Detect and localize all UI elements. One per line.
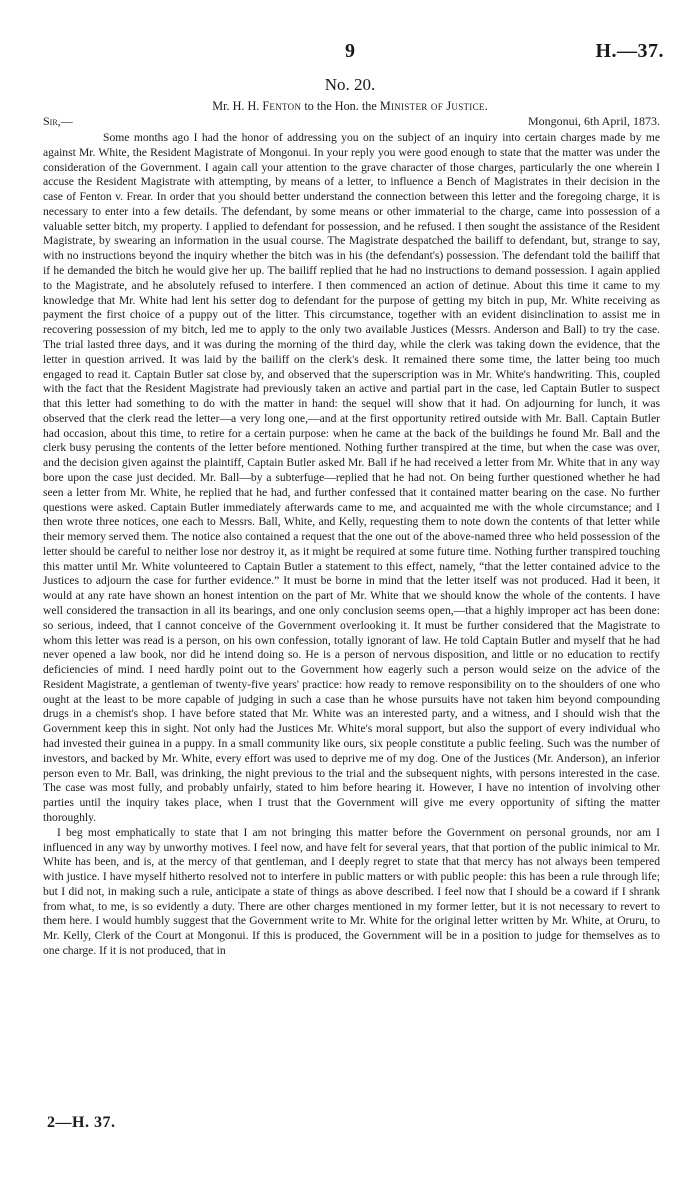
subtitle-recipient-title: Minister: [379, 99, 428, 113]
subtitle-department: Justice: [446, 99, 485, 113]
paragraph-1: Some months ago I had the honor of addressing you on the subject of an inquiry into certain charges made by me against Mr. White, the Resident Magistrate of Mongonui. In your reply you were good enough to state that the matter was under the consideration of the Government. I again call your attention to the grave character of those charges, particularly the one wherein I accuse the Resident Magistrate with attempting, by means of a letter, to influence a Bench of Magistrates in their decision in the case of Fenton v. Frear. In order that you should better understand the connection between this letter and the foregoing charge, it is necessary to enter into a few details. The defendant, by some means or other immaterial to the charge, came into possession of a valuable setter bitch, my property. I applied to defendant for possession, and he refused. I then sought the assistance of the Resident Magistrate, by swearing an information in the usual course. The Magistrate despatched the bailiff to defendant, but, strange to say, with no instructions beyond the inquiry whether the bitch was in his (the defendant's) possession. The defendant told the bailiff that if he demanded the bitch he would give her up. The bailiff replied that he had no instructions to demand possession. I again applied to the Magistrate, and he absolutely refused to interfere. I then commenced an action of detinue. About this time it came to my knowledge that Mr. White had lent his setter dog to defendant for the purpose of getting my bitch in pup, Mr. White receiving as payment the first choice of a puppy out of the litter. This circumstance, together with an evident disinclination to assist me in recovering possession of my bitch, led me to apply to the only two available Justices (Messrs. Anderson and Ball) to try the case. The trial lasted three days, and it was during the morning of the third day, while the clerk was taking down the evidence, that the letter in question arrived. It was laid by the bailiff on the clerk's desk. It remained there some time, the latter being too much engaged to read it. Captain Butler sat close by, and observed that the superscription was in Mr. White's handwriting. This, coupled with the fact that the Resident Magistrate had previously taken an active and partial part in the case, led Captain Butler to suspect that this letter had something to do with the matter in hand: the sequel will show that it had. On adjourning for lunch, it was observed that the clerk read the letter—a very long one,—and at the first opportunity retired outside with Mr. Ball. Captain Butler had occasion, about this time, to retire for a certain purpose: when he came at the back of the buildings he found Mr. Ball and the clerk busy perusing the contents of the letter before mentioned. Nothing further transpired at the time, but when the case was over, and the decision given against the plaintiff, Captain Butler asked Mr. Ball if he had received a letter from Mr. White that in any way bore upon the case just decided. Mr. Ball—by a subterfuge—replied that he had not. On being further questioned whether he had seen a letter from Mr. White, he replied that he had, and further confessed that it contained matter bearing on the case. No further questions were asked. Captain Butler immediately afterwards came to me, and acquainted me with the whole circumstance; and I then wrote three notices, one each to Messrs. Ball, White, and Kelly, requesting them to note down the contents of that letter while their memory served them. The notice also contained a request that the one out of the above-named three who held possession of the letter should be careful to neither lose nor destroy it, as it might be required at some future time. Nothing further transpired touching this matter until Mr. White volunteered to Captain Butler a statement to this effect, namely, “that the letter contained advice to the Justices to adjourn the case for further evidence.” It must be borne in mind that the letter itself was not produced. Had it been, it would at any rate have shown an honest intention on the part of Mr. White that we should know the whole of the contents. I have well considered the transaction in all its bearings, and one only conclusion seems open,—that a highly improper act has been done: so serious, indeed, that I cannot conceive of the Government overlooking it. It must be further considered that the Magistrate to whom this letter was read is a person, on his own confession, totally ignorant of law. He told Captain Butler and myself that he had never opened a law book, nor did he intend doing so. He is a person of nervous disposition, and little or no education to rectify deficiencies of mind. I need hardly point out to the Government how eagerly such a person would seize on the advice of the Resident Magistrate, a gentleman of twenty-five years' practice: how ready to remove responsibility on to the shoulders of one who ought at the least to be more capable of judging in such a case than he whose pursuits have not taken him beyond compounding drugs in a chemist's shop. I have before stated that Mr. White was an interested party, and a witness, and I should wish that the Government keep this in sight. Not only had the Justices Mr. White's moral support, but also the support of every individual who had invested their guinea in a puppy. In a small community like ours, six people constitute a public feeling. Such was the number of investors, and backed by Mr. White, every effort was used to deprive me of my dog. One of the Justices (Mr. Anderson), an inferior person even to Mr. Ball, was drinking, the night previous to the trial and the subsequent nights, with persons interested in the case. The case was most fully, and probably unfairly, stated to him before hearing it. However, I have no intention of involving other parties until the inquiry takes place, when I trust that the Government will give me every opportunity of sifting the matter thoroughly.: [43, 131, 660, 824]
paragraph-2: I beg most emphatically to state that I am not bringing this matter before the Government on personal grounds, nor am I influenced in any way by unworthy motives. I feel now, and have felt for several years, that that portion of the public inimical to Mr. White has been, and is, at the mercy of that gentleman, and I deeply regret to state that that mercy has not always been tempered with justice. I have myself hitherto resolved not to interfere in public matters or with public people: this has been a rule through life; but I did not, in making such a rule, anticipate a state of things as above described. I feel now that I should be a coward if I shrank from what, to me, is so evidently a duty. There are other charges mentioned in my former letter, but it is not necessary to revert to them here. I would humbly suggest that the Government write to Mr. White for the original letter written by Mr. White, at Oruru, to Mr. Kelly, Clerk of the Court at Mongonui. If this is produced, the Government will be in a position to judge for themselves as to one charge. If it is not produced, that in: [43, 825, 660, 957]
page-header: [40, 40, 662, 64]
letter-subtitle: [0, 99, 700, 114]
document-reference: H.—37.: [595, 40, 664, 62]
subtitle-of: of: [427, 99, 447, 113]
subtitle-prefix: Mr. H. H.: [212, 99, 263, 113]
salutation-row: [43, 114, 660, 130]
signature-mark: 2—H. 37.: [47, 1114, 116, 1131]
page-number: 9: [345, 40, 355, 62]
letter-number: No. 20.: [324, 75, 376, 94]
letter-body: [43, 131, 660, 959]
place-and-date: Mongonui, 6th April, 1873.: [527, 114, 660, 128]
subtitle-end: .: [484, 99, 488, 113]
subtitle-middle: to the Hon. the: [301, 99, 380, 113]
subtitle-sender: Fenton: [262, 99, 302, 113]
salutation: Sir,—: [43, 114, 73, 128]
